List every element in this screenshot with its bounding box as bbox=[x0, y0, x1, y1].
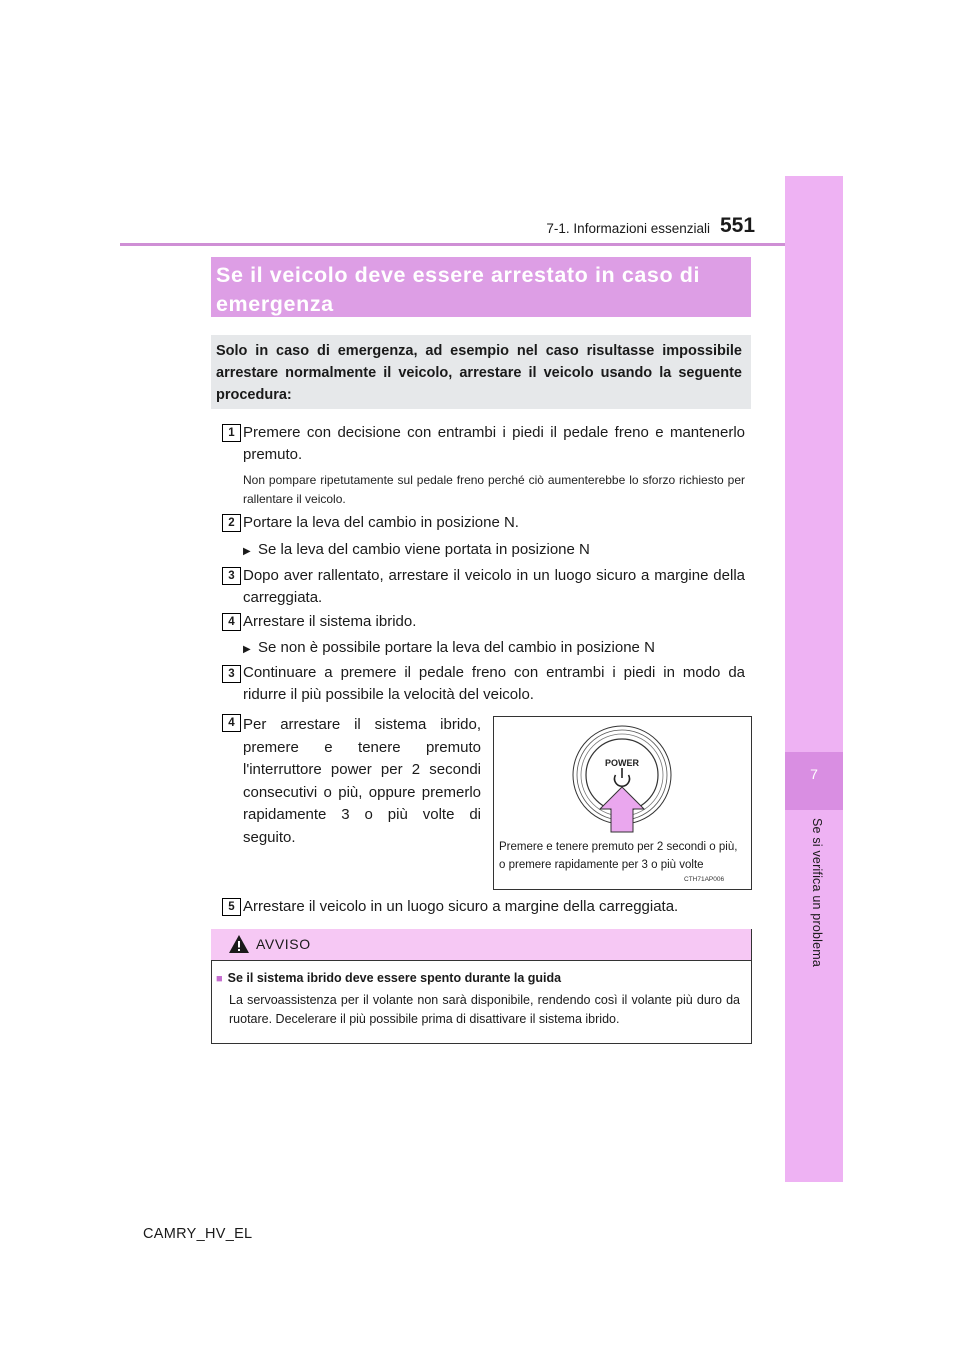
condition-heading: ▶ Se la leva del cambio viene portata in posizione N bbox=[243, 540, 745, 562]
side-chapter-title: Se si verifica un problema bbox=[810, 818, 824, 968]
chapter-header: 7-1. Informazioni essenziali bbox=[546, 221, 710, 236]
condition-heading: ▶ Se non è possibile portare la leva del cambio in posizione N bbox=[243, 638, 745, 660]
warning-title: AVVISO bbox=[256, 936, 311, 952]
step-text: Arrestare il veicolo in un luogo sicuro a margine della carreggiata. bbox=[243, 898, 679, 915]
section-title: Se il veicolo deve essere arrestato in caso di emergenza bbox=[216, 263, 701, 316]
power-button-label: POWER bbox=[604, 758, 640, 768]
side-chapter-number: 7 bbox=[810, 766, 818, 782]
step-note: Non pompare ripetutamente sul pedale freno perché ciò aumenterebbe lo sforzo richiesto per rallentare il veicolo. bbox=[243, 473, 745, 506]
step-text: Per arrestare il sistema ibrido, premere e tenere premuto l'interruttore power per 2 secondi consecutivi o più, oppure premerlo rapidamente 3 o più volte di seguito. bbox=[243, 716, 481, 846]
step-text: Arrestare il sistema ibrido. bbox=[243, 613, 417, 630]
step-badge: 3 bbox=[222, 567, 241, 585]
intro-text: Solo in caso di emergenza, ad esempio nel caso risultasse impossibile arrestare normalmente il veicolo, arrestare il veicolo usando la seguente procedura: bbox=[216, 343, 742, 403]
header-rule bbox=[120, 243, 786, 246]
figure-code: CTH71AP006 bbox=[684, 876, 725, 883]
step-text: Continuare a premere il pedale freno con entrambi i piedi in modo da ridurre il più possibile la velocità del veicolo. bbox=[243, 664, 745, 703]
step-badge: 3 bbox=[222, 665, 241, 683]
figure-caption: Premere e tenere premuto per 2 secondi o più, o premere rapidamente per 3 o più volte bbox=[499, 841, 738, 871]
step-badge: 4 bbox=[222, 613, 241, 631]
footer-model-code: CAMRY_HV_EL bbox=[143, 1226, 253, 1242]
step-text: Dopo aver rallentato, arrestare il veicolo in un luogo sicuro a margine della carreggiata. bbox=[243, 567, 745, 606]
triangle-bullet-icon: ▶ bbox=[243, 644, 251, 655]
triangle-bullet-icon: ▶ bbox=[243, 546, 251, 557]
warning-subtitle: ■ Se il sistema ibrido deve essere spento durante la guida bbox=[216, 971, 562, 985]
warning-triangle-icon bbox=[228, 934, 250, 954]
step-text: Premere con decisione con entrambi i piedi il pedale freno e mantenerlo premuto. bbox=[243, 424, 745, 463]
step-badge: 4 bbox=[222, 714, 241, 732]
square-bullet-icon: ■ bbox=[216, 973, 223, 985]
step-badge: 1 bbox=[222, 424, 241, 442]
page-number: 551 bbox=[720, 214, 756, 237]
step-badge: 5 bbox=[222, 898, 241, 916]
side-chapter-tab bbox=[785, 176, 843, 1182]
step-text: Portare la leva del cambio in posizione N. bbox=[243, 514, 519, 531]
step-badge: 2 bbox=[222, 514, 241, 532]
warning-body: La servoassistenza per il volante non sarà disponibile, rendendo così il volante più duro da ruotare. Decelerare il più possibile prima di disattivare il sistema ibrido. bbox=[229, 993, 740, 1026]
